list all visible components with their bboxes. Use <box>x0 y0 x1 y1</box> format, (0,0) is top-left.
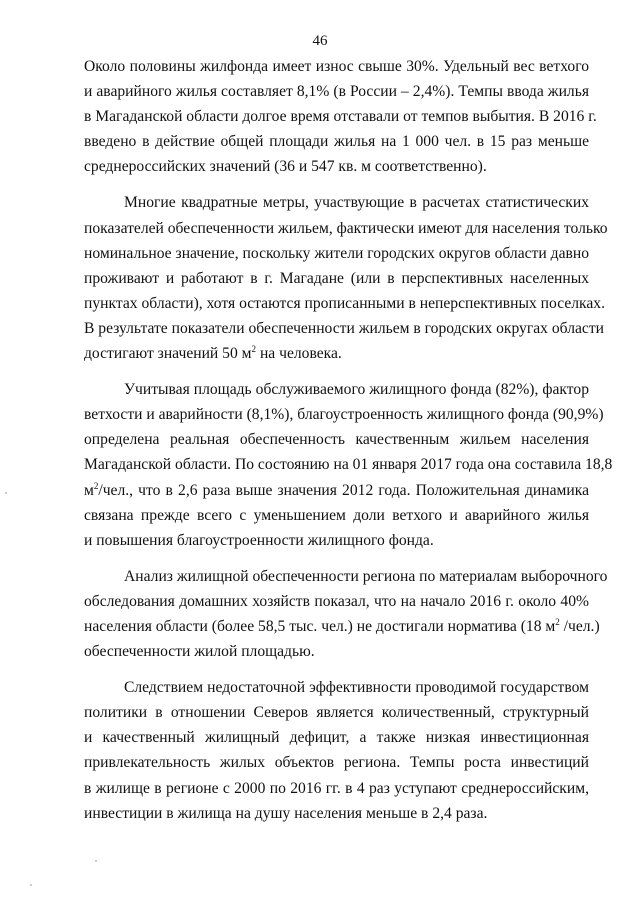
text-line: и повышения благоустроенности жилищного фонда. <box>84 531 434 549</box>
paragraph-5 <box>84 675 589 826</box>
text-line: Учитывая площадь обслуживаемого жилищного фонда (82%), фактор <box>124 381 589 399</box>
paragraph-3 <box>84 377 613 553</box>
text-line: связана прежде всего с уменьшением доли ветхого и аварийного жилья <box>84 506 589 524</box>
text-line: определена реальная обеспеченность качественным жильем населения <box>84 431 589 449</box>
paragraph-2 <box>84 190 608 366</box>
document-body <box>84 54 613 837</box>
text-line: Около половины жилфонда имеет износ свыше 30%. Удельный вес ветхого <box>84 58 589 75</box>
text-line: Многие квадратные метры, участвующие в расчетах статистических <box>124 194 589 212</box>
text-line: Магаданской области. По состоянию на 01 января 2017 года она составила 18,8 <box>84 456 613 474</box>
text-line: в Магаданской области долгое время отставали от темпов выбытия. В 2016 г. <box>84 108 597 126</box>
text-line: обследования домашних хозяйств показал, что на начало 2016 г. около 40% <box>84 592 589 610</box>
page-number: 46 <box>312 33 328 49</box>
text-line: введено в действие общей площади жилья на 1 000 чел. в 15 раз меньше <box>84 133 589 151</box>
text-line: среднероссийских значений (36 и 547 кв. м соответственно). <box>84 158 487 176</box>
text-line: показателей обеспеченности жильем, фактически имеют для населения только <box>84 219 608 237</box>
text-line: номинальное значение, поскольку жители городских округов области давно <box>84 244 589 262</box>
superscript: 2 <box>555 616 560 627</box>
superscript: 2 <box>93 480 99 491</box>
text-line: Следствием недостаточной эффективности проводимой государством <box>124 679 589 697</box>
paragraph-1 <box>84 54 597 179</box>
text-fragment: м <box>84 481 94 499</box>
text-fragment: достигают значений 50 м <box>84 345 252 363</box>
text-line: ветхости и аварийности (8,1%), благоустроенность жилищного фонда (90,9%) <box>84 406 604 424</box>
text-line <box>84 478 589 503</box>
text-fragment: /чел.) <box>559 617 600 635</box>
scan-speck <box>95 860 97 862</box>
text-fragment: /чел., что в 2,6 раза выше значения 2012 года. Положительная динамика <box>98 481 589 499</box>
paragraph-4 <box>84 564 608 664</box>
text-line <box>84 341 589 366</box>
text-line: привлекательность жилых объектов региона. Темпы роста инвестиций <box>84 754 589 772</box>
scan-speck <box>30 884 32 886</box>
text-line: В результате показатели обеспеченности жильем в городских округах области <box>84 319 604 337</box>
text-fragment: на человека. <box>256 345 342 363</box>
text-line: проживают и работают в г. Магадане (или в перспективных населенных <box>84 269 589 287</box>
superscript: 2 <box>251 344 257 355</box>
text-line: в жилище в регионе с 2000 по 2016 гг. в 4 раз уступают среднероссийским, <box>84 779 589 797</box>
text-line: и аварийного жилья составляет 8,1% (в России – 2,4%). Темпы ввода жилья <box>84 83 589 101</box>
text-line: обеспеченности жилой площадью. <box>84 643 315 661</box>
text-line: политики в отношении Северов является количественный, структурный <box>84 704 589 722</box>
text-line: и качественный жилищный дефицит, а также низкая инвестиционная <box>84 729 589 747</box>
scan-speck <box>5 492 7 494</box>
text-line <box>84 614 600 639</box>
text-line: инвестиции в жилища на душу населения меньше в 2,4 раза. <box>84 804 488 822</box>
text-line: пунктах области), хотя остаются прописанными в неперспективных поселках. <box>84 294 605 312</box>
text-fragment: населения области (более 58,5 тыс. чел.) не достигали норматива (18 м <box>84 617 556 635</box>
text-line: Анализ жилищной обеспеченности региона по материалам выборочного <box>124 567 608 585</box>
